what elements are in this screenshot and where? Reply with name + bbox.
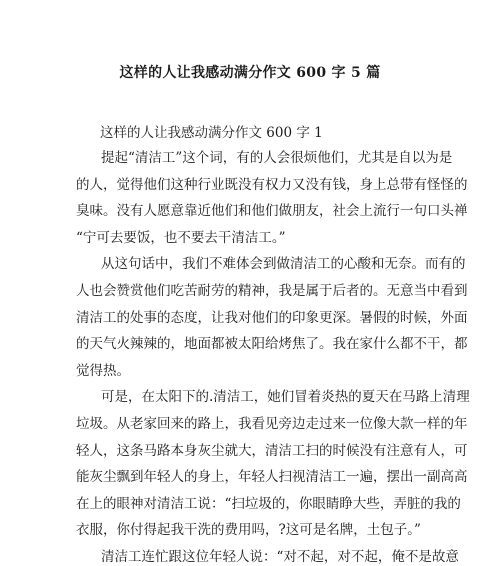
text-line: 人也会赞赏他们吃苦耐劳的精神，我是属于后者的。无意当中看到 bbox=[76, 282, 468, 299]
text-line: 在上的眼神对清洁工说：“扫垃圾的，你眼睛睁大些，弄脏的我的 bbox=[76, 495, 461, 512]
text-line: 轻人，这条马路本身灰尘就大，清洁工扫的时候没有注意有人，可 bbox=[76, 442, 468, 459]
text-line: 的人，觉得他们这种行业既没有权力又没有钱，身上总带有怪怪的 bbox=[76, 176, 468, 193]
text-line: 能灰尘飘到年轻人的身上，年轻人扫视清洁工一遍，摆出一副高高 bbox=[76, 469, 468, 486]
text-line: 衣服，你付得起我干洗的费用吗，?这可是名牌，土包子。” bbox=[76, 522, 421, 539]
section-subtitle: 这样的人让我感动满分作文 600 字 1 bbox=[100, 125, 323, 141]
paragraph bbox=[76, 384, 470, 544]
text-line: 提起“清洁工”这个词，有的人会很烦他们，尤其是自以为是 bbox=[101, 150, 453, 166]
document-title: 这样的人让我感动满分作文 600 字 5 篇 bbox=[119, 65, 381, 81]
body-text bbox=[76, 145, 470, 566]
text-line: 臭味。没有人愿意靠近他们和他们做朋友，社会上流行一句口头禅 bbox=[76, 203, 468, 220]
text-line: 垃圾。从老家回来的路上，我看见旁边走过来一位像大款一样的年 bbox=[76, 415, 468, 432]
paragraph bbox=[76, 145, 468, 251]
text-line: 觉得热。 bbox=[76, 362, 130, 379]
paragraph bbox=[76, 251, 468, 384]
text-line: 可是，在太阳下的.清洁工，她们冒着炎热的夏天在马路上清理 bbox=[101, 389, 470, 406]
paragraph bbox=[76, 544, 459, 566]
text-line: 清洁工的处事的态度，让我对他们的印象更深。暑假的时候，外面 bbox=[76, 309, 468, 326]
text-line: 从这句话中，我们不难体会到做清洁工的心酸和无奈。而有的 bbox=[101, 256, 466, 273]
text-line: 清洁工连忙跟这位年轻人说：“对不起，对不起，俺不是故意 bbox=[101, 548, 459, 565]
text-line: “宁可去要饭，也不要去干清洁工。” bbox=[76, 229, 286, 246]
text-line: 的天气火辣辣的，地面都被太阳给烤焦了。我在家什么都不干，都 bbox=[76, 336, 468, 353]
